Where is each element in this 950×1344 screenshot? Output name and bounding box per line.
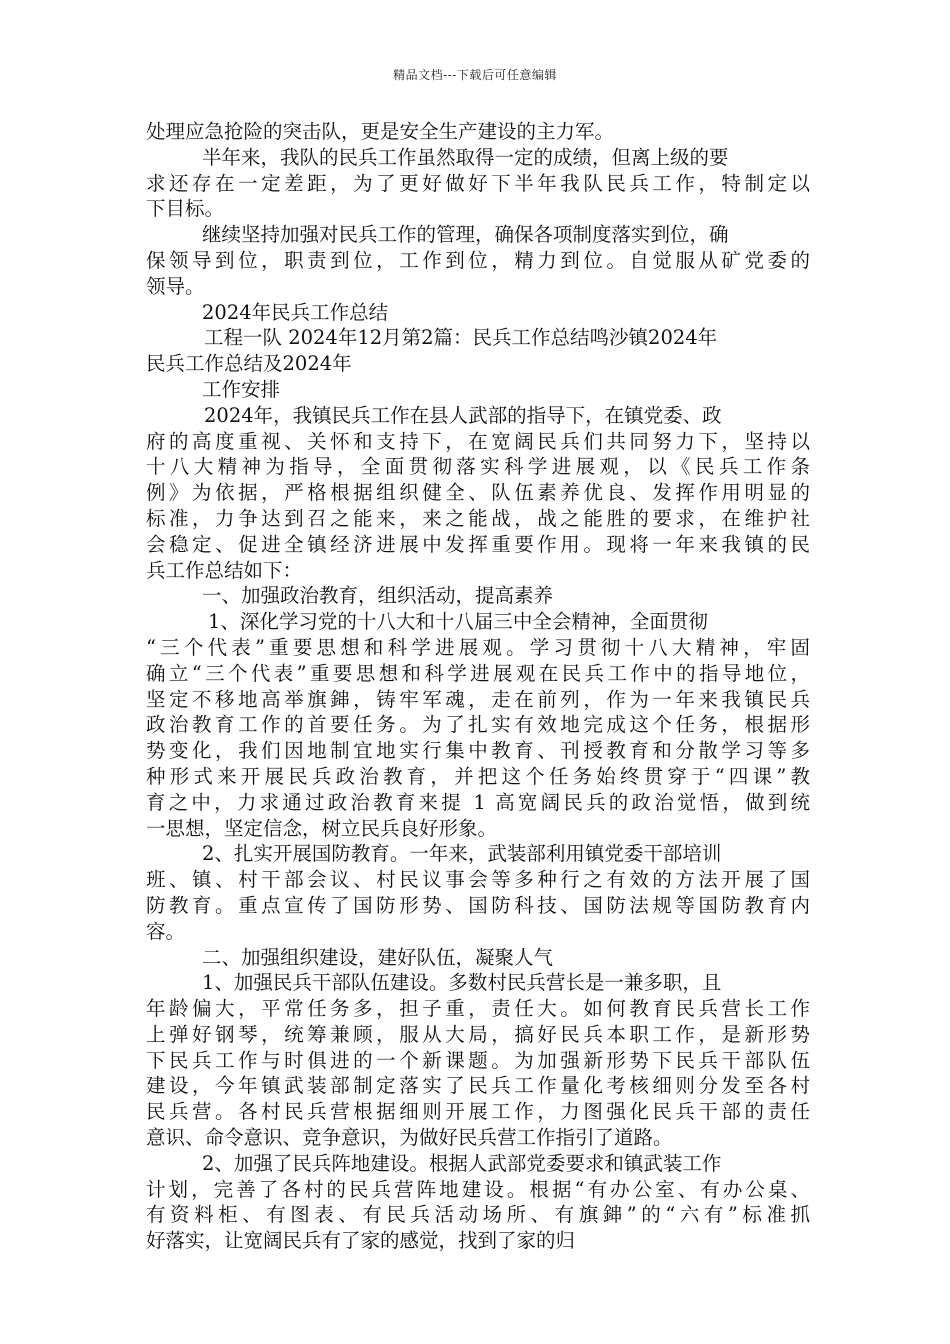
text-line: 会稳定、促进全镇经济进展中发挥重要作用。现将一年来我镇的民 (146, 532, 810, 556)
text-line: 2024年，我镇民兵工作在县人武部的指导下，在镇党委、政 (204, 403, 722, 427)
text-line: 势变化，我们因地制宜地实行集中教育、刊授教育和分散学习等多 (146, 739, 810, 763)
text-line: 二、加强组织建设，建好队伍，凝聚人气 (202, 945, 554, 969)
text-line: 防教育。重点宣传了国防形势、国防科技、国防法规等国防教育内 (146, 893, 810, 917)
text-line: 坚定不移地高举旗鋛，铸牢军魂，走在前列，作为一年来我镇民兵 (146, 687, 810, 711)
text-line: 民兵工作总结及2024年 (146, 352, 352, 376)
text-line: 2024年民兵工作总结 (202, 300, 389, 324)
text-line: 例》为依据，严格根据组织健全、队伍素养优良、发挥作用明显的 (146, 481, 810, 505)
text-line: 建设，今年镇武装部制定落实了民兵工作量化考核细则分发至各村 (146, 1074, 810, 1098)
text-line: 上弹好钢琴，统筹兼顾，服从大局，搞好民兵本职工作，是新形势 (146, 1022, 810, 1046)
text-line: 班、镇、村干部会议、村民议事会等多种行之有效的方法开展了国 (146, 868, 810, 892)
text-line: 十八大精神为指导，全面贯彻落实科学进展观，以《民兵工作条 (146, 455, 810, 479)
text-line: 意识、命令意识、竞争意识，为做好民兵营工作指引了道路。 (146, 1126, 673, 1150)
text-line: 下民兵工作与时俱进的一个新课题。为加强新形势下民兵干部队伍 (146, 1048, 810, 1072)
page-header: 精品文档---下载后可任意编辑 (393, 68, 557, 82)
text-line: 工作安排 (202, 377, 281, 401)
text-line: 府的高度重视、关怀和支持下，在宽阔民兵们共同努力下，坚持以 (146, 429, 810, 453)
text-line: 有资料柜、有图表、有民兵活动场所、有旗鋛”的“六有”标准抓 (146, 1203, 810, 1227)
text-line: 政治教育工作的首要任务。为了扎实有效地完成这个任务，根据形 (146, 713, 810, 737)
text-line: 2、加强了民兵阵地建设。根据人武部党委要求和镇武装工作 (202, 1151, 722, 1175)
text-line: 容。 (146, 919, 186, 943)
text-line: “三个代表”重要思想和科学进展观。学习贯彻十八大精神，牢固 (146, 635, 810, 659)
text-line: 标准，力争达到召之能来，来之能战，战之能胜的要求，在维护社 (146, 506, 810, 530)
text-line: 一思想，坚定信念，树立民兵良好形象。 (146, 816, 498, 840)
text-line: 半年来，我队的民兵工作虽然取得一定的成绩，但离上级的要 (202, 145, 729, 169)
text-line: 一、加强政治教育，组织活动，提高素养 (202, 584, 554, 608)
text-line: 工程一队 2024年12月第2篇：民兵工作总结鸣沙镇2024年 (204, 326, 718, 350)
text-line: 下目标。 (146, 197, 225, 221)
text-line: 年龄偏大，平常任务多，担子重，责任大。如何教育民兵营长工作 (146, 997, 810, 1021)
text-line: 计划，完善了各村的民兵营阵地建设。根据“有办公室、有办公桌、 (146, 1177, 810, 1201)
text-line: 求还存在一定差距，为了更好做好下半年我队民兵工作，特制定以 (146, 171, 810, 195)
text-line: 1、加强民兵干部队伍建设。多数村民兵营长是一兼多职，且 (202, 971, 722, 995)
text-line: 2、扎实开展国防教育。一年来，武装部利用镇党委干部培训 (202, 842, 722, 866)
text-line: 民兵营。各村民兵营根据细则开展工作，力图强化民兵干部的责任 (146, 1100, 810, 1124)
text-line: 好落实，让宽阔民兵有了家的感觉，找到了家的归 (146, 1229, 576, 1253)
text-line: 兵工作总结如下： (146, 558, 303, 582)
text-line: 继续坚持加强对民兵工作的管理，确保各项制度落实到位，确 (202, 223, 729, 247)
text-line: 确立“三个代表”重要思想和科学进展观在民兵工作中的指导地位， (146, 661, 810, 685)
text-line: 1、深化学习党的十八大和十八届三中全会精神，全面贯彻 (208, 610, 708, 634)
text-line: 处理应急抢险的突击队，更是安全生产建设的主力军。 (146, 120, 615, 143)
document-body (146, 119, 810, 1254)
text-line: 育之中，力求通过政治教育来提 1 高宽阔民兵的政治觉悟，做到统 (146, 790, 810, 814)
text-line: 领导。 (146, 274, 205, 298)
text-line: 种形式来开展民兵政治教育，并把这个任务始终贯穿于“四课”教 (146, 764, 810, 788)
text-line: 保领导到位，职责到位，工作到位，精力到位。自觉服从矿党委的 (146, 248, 810, 272)
